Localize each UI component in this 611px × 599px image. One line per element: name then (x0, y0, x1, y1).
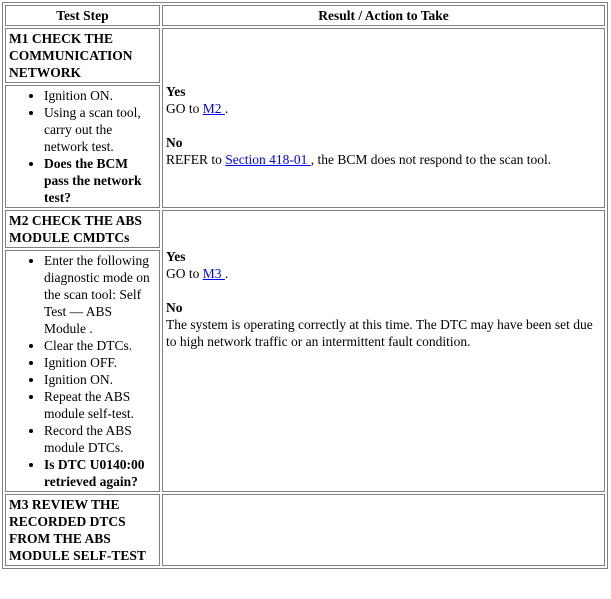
m2-step-list (9, 252, 156, 490)
m1-no-label: No (166, 135, 183, 150)
m1-step-list (9, 87, 156, 206)
m2-yes-block (166, 248, 601, 282)
m2-link[interactable]: M2 (202, 101, 225, 116)
m1-no-block (166, 134, 601, 168)
m1-yes-go: GO to (166, 101, 203, 116)
list-item: • Enter the following diagnostic mode on the scan tool: Self Test — ABS Module . (44, 252, 156, 337)
m2-yes-action (166, 265, 601, 282)
step-m3-title-row (5, 494, 605, 566)
step-m1-title-row (5, 28, 605, 83)
m1-question: • Does the BCM pass the network test? (44, 155, 156, 206)
header-test-step: Test Step (5, 5, 160, 26)
step-m2-steps (5, 250, 160, 492)
list-item: • Repeat the ABS module self-test. (44, 388, 156, 422)
step-m2-title-row (5, 210, 605, 248)
step-m3-title: M3 REVIEW THE RECORDED DTCS FROM THE ABS MODULE SELF-TEST (5, 494, 160, 566)
step-m2-result (162, 210, 605, 492)
step-m1-title: M1 CHECK THE COMMUNICATION NETWORK (5, 28, 160, 83)
m1-no-action (166, 151, 601, 168)
step-m2-title: M2 CHECK THE ABS MODULE CMDTCs (5, 210, 160, 248)
list-item: • Ignition ON. (44, 87, 156, 104)
list-item: • Record the ABS module DTCs. (44, 422, 156, 456)
m2-yes-label: Yes (166, 249, 186, 264)
m2-no-block (166, 299, 601, 350)
m2-question: • Is DTC U0140:00 retrieved again? (44, 456, 156, 490)
m2-no-text: The system is operating correctly at this time. The DTC may have been set due to high network traffic or an intermittent fault condition. (166, 317, 593, 349)
list-item: • Using a scan tool, carry out the network test. (44, 104, 156, 155)
m1-yes-block (166, 83, 601, 117)
diagnostic-table (2, 2, 608, 569)
m1-yes-action (166, 100, 601, 117)
m2-no-label: No (166, 300, 183, 315)
list-item: • Clear the DTCs. (44, 337, 156, 354)
header-row (5, 5, 605, 26)
list-item: • Ignition OFF. (44, 354, 156, 371)
list-item: • Ignition ON. (44, 371, 156, 388)
m1-no-refer: REFER to (166, 152, 226, 167)
m1-yes-after: . (224, 101, 229, 116)
section-418-01-link[interactable]: Section 418-01 (225, 152, 311, 167)
step-m1-steps (5, 85, 160, 208)
step-m3-result (162, 494, 605, 566)
m1-no-after: , the BCM does not respond to the scan tool. (310, 152, 552, 167)
header-result-action: Result / Action to Take (162, 5, 605, 26)
m2-yes-go: GO to (166, 266, 203, 281)
m2-yes-after: . (224, 266, 229, 281)
step-m1-result (162, 28, 605, 208)
m1-yes-label: Yes (166, 84, 186, 99)
m3-link[interactable]: M3 (202, 266, 225, 281)
